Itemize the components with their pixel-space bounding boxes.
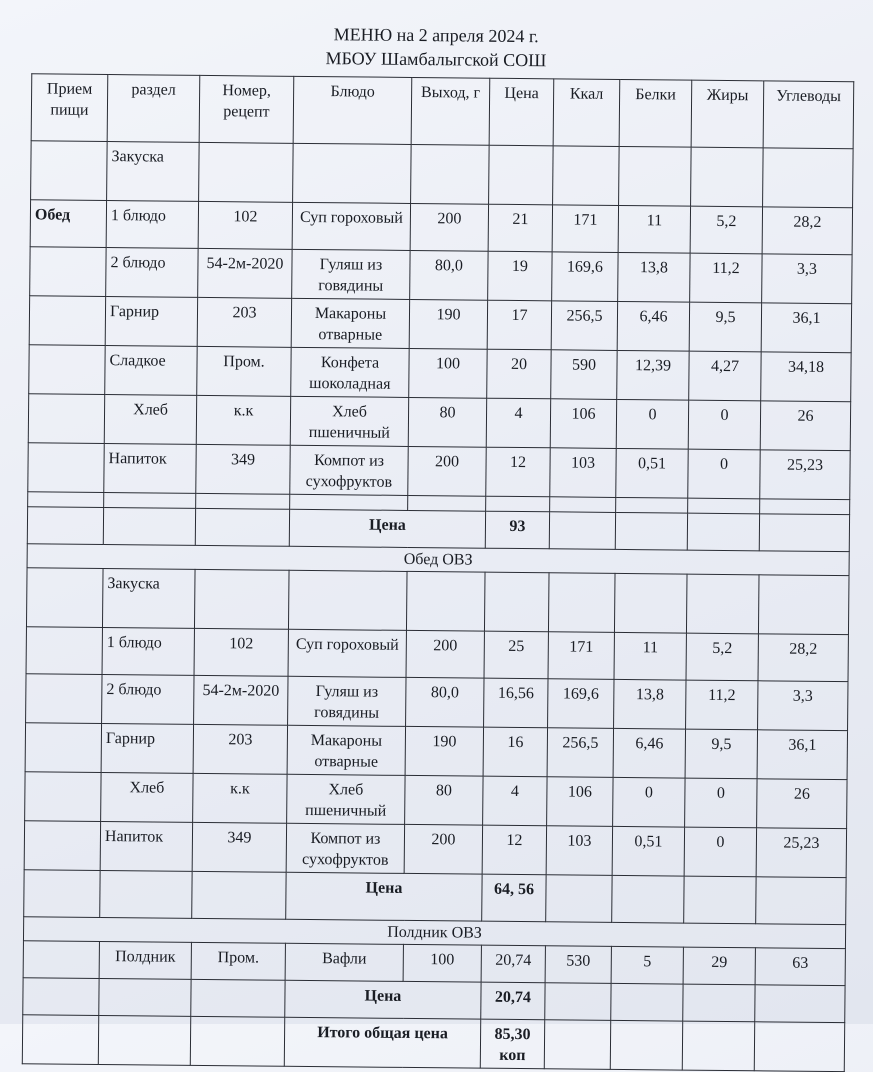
cell-dish: Хлеб пшеничный: [287, 774, 405, 824]
cell-yield: 80,0: [406, 677, 484, 727]
cell-kcal: 103: [550, 448, 616, 498]
cell-dish: Компот из сухофруктов: [290, 445, 408, 495]
cell-kcal: 256,5: [547, 728, 613, 778]
cell-kcal: 106: [547, 777, 613, 827]
cell-price: 19: [488, 251, 552, 301]
cell-recipe: к.к: [193, 773, 287, 823]
cell-fat: 5,2: [686, 633, 758, 681]
cell-fat: 0: [688, 449, 760, 499]
cell-section: Гарнир: [101, 724, 193, 774]
cell-carbs: 63: [755, 948, 845, 986]
cell-yield: 200: [410, 203, 488, 251]
cell-dish: Суп гороховый: [288, 629, 406, 677]
table-row: [25, 723, 847, 780]
cell-protein: 12,39: [617, 350, 689, 400]
cell-recipe: 102: [194, 628, 288, 676]
header-meal: Прием пищи: [31, 74, 108, 142]
cell-section: 2 блюдо: [106, 248, 198, 298]
cell-carbs: 28,2: [758, 634, 848, 682]
cell-price: 25: [484, 631, 548, 679]
cell-recipe: Пром.: [197, 346, 291, 396]
grand-total-value: 85,30 коп: [480, 1019, 544, 1069]
cell-yield: 190: [409, 299, 487, 349]
cell-section: Напиток: [104, 444, 196, 494]
lunch-total-value: 93: [485, 511, 549, 549]
cell-carbs: 26: [757, 779, 847, 829]
cell-carbs: 3,3: [762, 254, 852, 304]
cell-section: 1 блюдо: [102, 628, 194, 676]
cell-protein: 5: [611, 946, 683, 984]
cell-carbs: 3,3: [758, 681, 848, 731]
cell-dish: Вафли: [285, 943, 403, 981]
cell-yield: 80: [405, 775, 483, 825]
table-row: [28, 394, 850, 451]
cell-section: Напиток: [100, 822, 192, 872]
cell-kcal: 171: [552, 205, 618, 253]
cell-fat: 11,2: [686, 680, 758, 730]
cell-recipe: 102: [198, 201, 292, 249]
cell-price: 4: [483, 776, 547, 826]
cell-yield: 100: [409, 348, 487, 398]
table-row: [29, 345, 851, 402]
cell-recipe: 203: [193, 724, 287, 774]
cell-fat: 29: [683, 947, 755, 985]
cell-carbs: 36,1: [761, 303, 851, 353]
cell-section: Сладкое: [105, 346, 197, 396]
header-fat: Жиры: [691, 80, 764, 148]
snack-label: Закуска: [107, 142, 200, 202]
cell-kcal: 106: [550, 399, 616, 449]
cell-fat: 11,2: [690, 253, 762, 303]
cell-kcal: 171: [548, 632, 614, 680]
table-row: [26, 627, 848, 682]
cell-fat: 0: [688, 400, 760, 450]
cell-fat: 5,2: [690, 206, 762, 254]
header-section: раздел: [107, 75, 200, 143]
cell-carbs: 25,23: [756, 828, 846, 878]
cell-price: 17: [487, 300, 551, 350]
cell-recipe: 349: [196, 444, 290, 494]
cell-protein: 11: [618, 205, 690, 253]
cell-yield: 100: [403, 944, 481, 982]
snack-ovz-total-label: Цена: [285, 980, 481, 1019]
lunch-total-label: Цена: [289, 509, 485, 548]
header-price: Цена: [489, 78, 554, 146]
header-dish: Блюдо: [293, 76, 412, 144]
cell-recipe: Пром.: [191, 942, 285, 980]
cell-fat: 0: [684, 827, 756, 877]
cell-fat: 0: [685, 778, 757, 828]
cell-yield: 200: [408, 446, 486, 496]
cell-section: Хлеб: [101, 773, 193, 823]
cell-price: 20: [487, 349, 551, 399]
cell-carbs: 28,2: [762, 207, 852, 255]
cell-protein: 0,51: [612, 826, 684, 876]
cell-kcal: 103: [546, 826, 612, 876]
cell-dish: Гуляш из говядины: [292, 249, 410, 299]
section-title-snack-ovz: Полдник ОВЗ: [23, 917, 845, 949]
lunch-ovz-total-label: Цена: [286, 872, 482, 921]
cell-dish: Макароны отварные: [291, 298, 409, 348]
cell-protein: 13,8: [614, 679, 686, 729]
cell-section: 2 блюдо: [102, 675, 194, 725]
menu-table: [22, 73, 854, 1072]
snack-ovz-total-value: 20,74: [481, 982, 545, 1020]
table-row: [24, 821, 846, 878]
cell-yield: 80,0: [410, 250, 488, 300]
cell-carbs: 26: [760, 401, 850, 451]
cell-carbs: 25,23: [760, 450, 850, 500]
section-title-lunch-ovz: Обед ОВЗ: [27, 544, 849, 576]
cell-price: 16: [483, 727, 547, 777]
cell-recipe: 203: [197, 297, 291, 347]
cell-recipe: 349: [192, 822, 286, 872]
cell-yield: 200: [404, 824, 482, 874]
cell-fat: 4,27: [689, 351, 761, 401]
cell-kcal: 169,6: [552, 252, 618, 302]
cell-price: 12: [482, 825, 546, 875]
cell-recipe: 54-2м-2020: [198, 248, 292, 298]
cell-yield: 80: [408, 397, 486, 447]
cell-protein: 13,8: [618, 252, 690, 302]
cell-carbs: 34,18: [761, 352, 851, 402]
table-header: [31, 74, 854, 149]
cell-price: 20,74: [481, 945, 545, 983]
table-row: [25, 772, 847, 829]
cell-protein: 0: [616, 399, 688, 449]
cell-dish: Компот из сухофруктов: [286, 823, 404, 873]
cell-price: 21: [488, 204, 552, 252]
cell-section: Гарнир: [105, 297, 197, 347]
grand-total-row: [22, 1015, 844, 1072]
cell-section: 1 блюдо: [106, 201, 198, 249]
cell-yield: 200: [406, 630, 484, 678]
cell-section: Полдник: [99, 941, 191, 979]
snack-label: Закуска: [102, 569, 195, 629]
grand-total-label: Итого общая цена: [284, 1017, 480, 1068]
cell-protein: 6,46: [613, 728, 685, 778]
cell-dish: Конфета шоколадная: [291, 347, 409, 397]
table-row: [28, 443, 850, 500]
cell-price: 12: [486, 447, 550, 497]
table-row: [26, 674, 848, 731]
cell-kcal: 256,5: [551, 301, 617, 351]
lunch-ovz-total-value: 64, 56: [482, 874, 546, 922]
cell-kcal: 169,6: [548, 679, 614, 729]
cell-carbs: 36,1: [757, 730, 847, 780]
table-row: [30, 200, 852, 255]
cell-dish: Хлеб пшеничный: [290, 396, 408, 446]
lunch-ovz-total-row: [24, 870, 846, 925]
header-yield: Выход, г: [411, 77, 490, 145]
menu-title: МЕНЮ на 2 апреля 2024 г.: [333, 24, 539, 47]
cell-protein: 6,46: [617, 301, 689, 351]
cell-dish: Гуляш из говядины: [288, 676, 406, 726]
table-row: [31, 141, 854, 208]
cell-protein: 0: [613, 777, 685, 827]
cell-kcal: 590: [551, 350, 617, 400]
cell-kcal: 530: [545, 946, 611, 984]
table-row: [29, 296, 851, 353]
cell-dish: Макароны отварные: [287, 725, 405, 775]
cell-fat: 9,5: [685, 729, 757, 779]
cell-fat: 9,5: [689, 302, 761, 352]
school-name: МБОУ Шамбалыгской СОШ: [325, 48, 547, 71]
cell-section: Хлеб: [104, 395, 196, 445]
header-carbs: Углеводы: [763, 81, 854, 149]
cell-recipe: 54-2м-2020: [194, 675, 288, 725]
table-row: [30, 247, 852, 304]
cell-price: 16,56: [484, 678, 548, 728]
cell-protein: 11: [614, 632, 686, 680]
header-protein: Белки: [619, 79, 692, 147]
cell-dish: Суп гороховый: [292, 202, 410, 250]
meal-label: Обед: [30, 200, 106, 248]
header-kcal: Ккал: [553, 79, 620, 147]
cell-yield: 190: [405, 726, 483, 776]
cell-protein: 0,51: [616, 448, 688, 498]
header-recipe: Номер, рецепт: [199, 75, 294, 143]
table-row: [26, 568, 849, 635]
cell-price: 4: [486, 398, 550, 448]
cell-recipe: к.к: [196, 395, 290, 445]
